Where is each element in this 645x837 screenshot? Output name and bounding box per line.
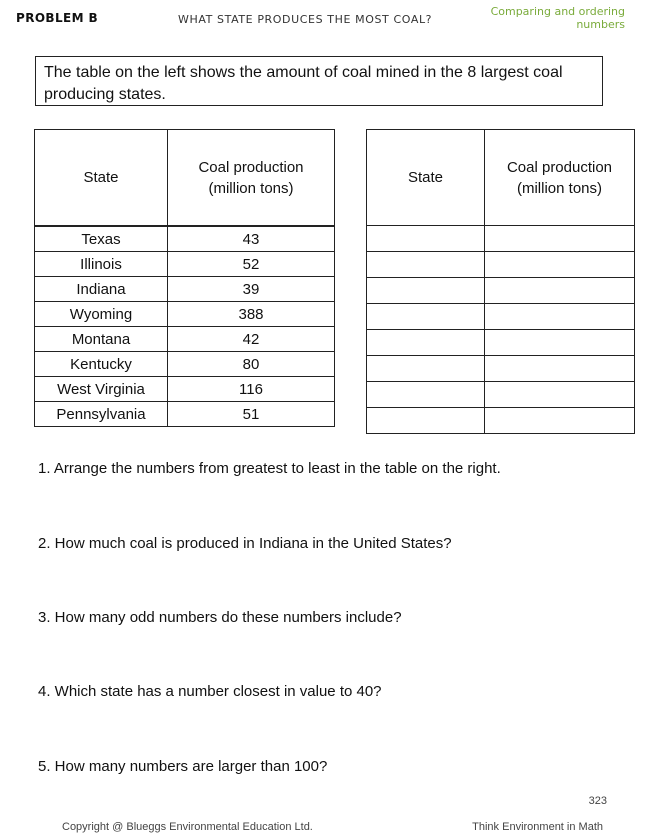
answer-coal-header-line-1: Coal production — [506, 158, 613, 176]
answer-state-cell[interactable] — [367, 408, 485, 434]
table-row — [35, 402, 335, 427]
coal-header-line-1: Coal production — [198, 158, 304, 176]
coal-data-table — [34, 129, 335, 427]
answer-row — [367, 382, 635, 408]
value-cell: 116 — [168, 377, 335, 402]
answer-row — [367, 356, 635, 382]
answer-state-cell[interactable] — [367, 330, 485, 356]
topic-line-2: numbers — [576, 18, 625, 31]
topic-line-1: Comparing and ordering — [490, 5, 625, 18]
question-5: 5. How many numbers are larger than 100? — [38, 758, 328, 775]
problem-label: PROBLEM B — [16, 11, 99, 25]
answer-coal-header-line-2: (million tons) — [516, 179, 603, 197]
state-cell: Pennsylvania — [35, 402, 168, 427]
table-row — [35, 277, 335, 302]
intro-box: The table on the left shows the amount of coal mined in the 8 largest coal producing states. — [35, 56, 603, 106]
value-cell: 51 — [168, 402, 335, 427]
answer-value-cell[interactable] — [485, 408, 635, 434]
value-cell: 39 — [168, 277, 335, 302]
answer-value-cell[interactable] — [485, 278, 635, 304]
answer-table — [366, 129, 635, 434]
question-4: 4. Which state has a number closest in value to 40? — [38, 683, 382, 700]
coal-header-line-2: (million tons) — [208, 179, 294, 197]
answer-row — [367, 252, 635, 278]
answer-state-cell[interactable] — [367, 304, 485, 330]
state-cell: Texas — [35, 227, 168, 252]
value-cell: 43 — [168, 227, 335, 252]
state-column-header: State — [35, 130, 168, 226]
question-2: 2. How much coal is produced in Indiana in the United States? — [38, 535, 452, 552]
answer-state-cell[interactable] — [367, 382, 485, 408]
table-row — [35, 227, 335, 252]
question-3: 3. How many odd numbers do these numbers include? — [38, 609, 402, 626]
answer-state-cell[interactable] — [367, 356, 485, 382]
answer-state-cell[interactable] — [367, 278, 485, 304]
value-cell: 42 — [168, 327, 335, 352]
state-cell: Montana — [35, 327, 168, 352]
answer-value-cell[interactable] — [485, 252, 635, 278]
table-row — [35, 377, 335, 402]
question-1: 1. Arrange the numbers from greatest to least in the table on the right. — [38, 460, 501, 477]
table-row — [35, 252, 335, 277]
value-cell: 388 — [168, 302, 335, 327]
answer-value-cell[interactable] — [485, 226, 635, 252]
table-row — [35, 302, 335, 327]
series-title: Think Environment in Math — [472, 821, 603, 833]
answer-state-cell[interactable] — [367, 226, 485, 252]
table-row — [35, 352, 335, 377]
answer-value-cell[interactable] — [485, 382, 635, 408]
worksheet-title: WHAT STATE PRODUCES THE MOST COAL? — [178, 13, 433, 26]
answer-value-cell[interactable] — [485, 330, 635, 356]
state-cell: Illinois — [35, 252, 168, 277]
answer-row — [367, 408, 635, 434]
answer-value-cell[interactable] — [485, 356, 635, 382]
value-cell: 52 — [168, 252, 335, 277]
coal-column-header — [168, 130, 335, 226]
page-number: 323 — [588, 795, 607, 807]
answer-row — [367, 330, 635, 356]
answer-state-cell[interactable] — [367, 252, 485, 278]
topic-label — [491, 5, 625, 31]
copyright-text: Copyright @ Blueggs Environmental Education Ltd. — [62, 821, 313, 833]
answer-row — [367, 304, 635, 330]
answer-value-cell[interactable] — [485, 304, 635, 330]
state-cell: West Virginia — [35, 377, 168, 402]
answer-row — [367, 278, 635, 304]
table-row — [35, 327, 335, 352]
state-cell: Wyoming — [35, 302, 168, 327]
value-cell: 80 — [168, 352, 335, 377]
state-cell: Indiana — [35, 277, 168, 302]
answer-row — [367, 226, 635, 252]
answer-state-column-header: State — [367, 130, 485, 226]
answer-coal-column-header — [485, 130, 635, 226]
state-cell: Kentucky — [35, 352, 168, 377]
